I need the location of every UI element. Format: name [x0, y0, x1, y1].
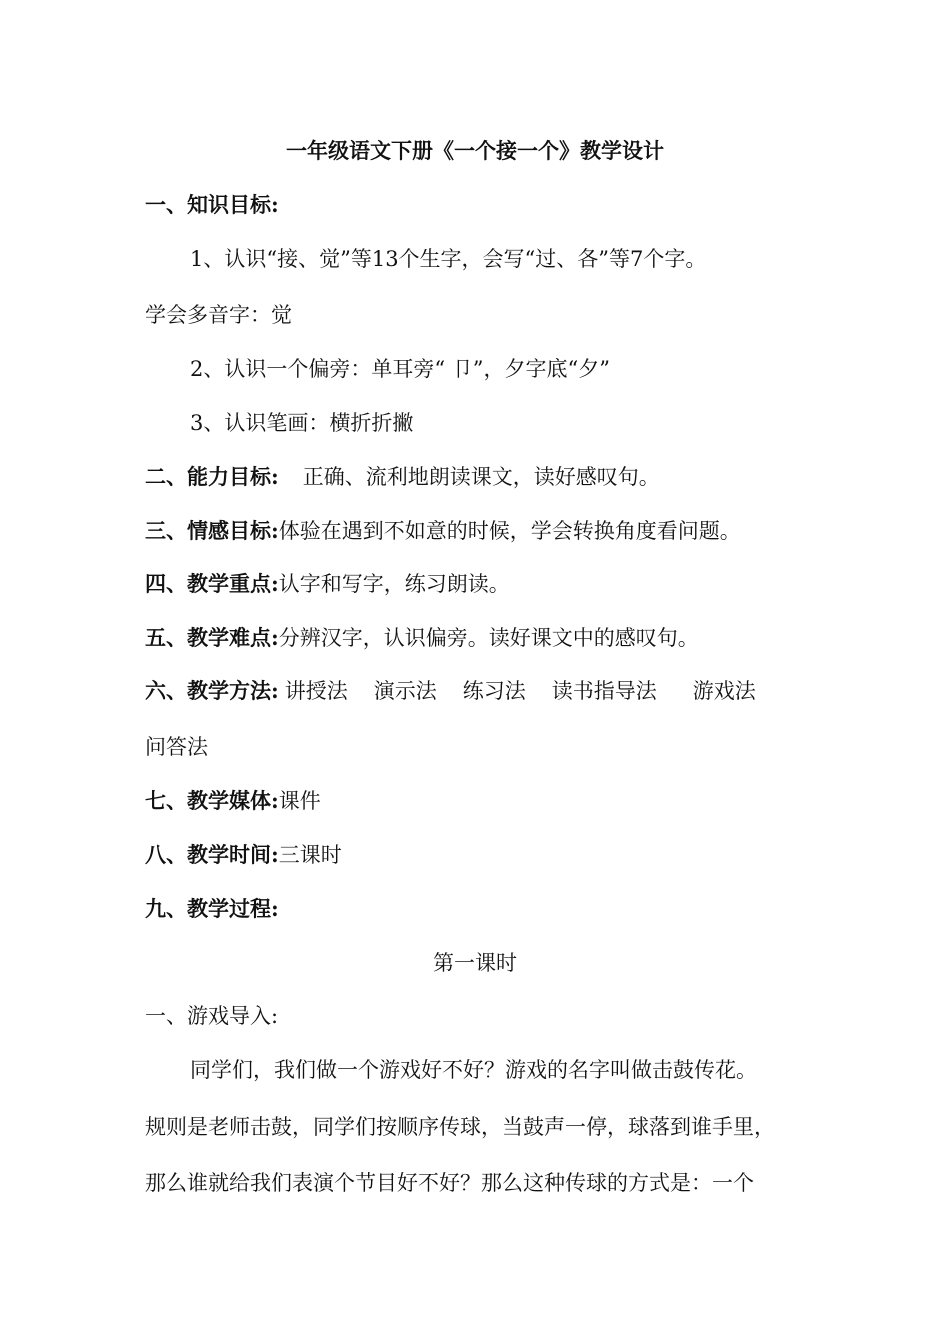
- method-item: 讲授法: [284, 679, 348, 703]
- methods-heading: 六、教学方法:: [145, 678, 279, 703]
- key-text: 认字和写字，练习朗读。: [278, 572, 510, 596]
- method-item: 练习法: [462, 679, 526, 703]
- media-line: [145, 787, 321, 815]
- lesson1-part1-heading: 一、游戏导入:: [145, 1004, 279, 1028]
- time-heading: 八、教学时间:: [145, 842, 279, 867]
- lesson1-paragraph-line-2: 规则是老师击鼓，同学们按顺序传球，当鼓声一停，球落到谁手里，: [145, 1115, 775, 1139]
- method-item: 演示法: [373, 679, 437, 703]
- lesson1-paragraph-line-3: 那么谁就给我们表演个节目好不好？那么这种传球的方式是：一个: [145, 1171, 754, 1195]
- method-item: 游戏法: [692, 679, 756, 703]
- process-heading: 九、教学过程:: [145, 896, 279, 921]
- difficulty-text: 分辨汉字，认识偏旁。读好课文中的感叹句。: [278, 626, 699, 650]
- emotion-line: [145, 517, 741, 545]
- knowledge-heading: 一、知识目标:: [145, 192, 279, 217]
- difficulty-heading: 五、教学难点:: [145, 625, 279, 650]
- emotion-heading: 三、情感目标:: [145, 518, 279, 543]
- knowledge-item-1: 1、认识“接、觉”等13个生字，会写“过、各”等7个字。: [190, 247, 707, 271]
- difficulty-line: [145, 624, 699, 652]
- methods-line: [145, 677, 756, 705]
- lesson1-title: 第一课时: [433, 951, 517, 975]
- method-item-wrap: 问答法: [145, 735, 208, 759]
- ability-text: 正确、流利地朗读课文，读好感叹句。: [302, 465, 660, 489]
- time-line: [145, 841, 342, 869]
- media-text: 课件: [278, 789, 321, 813]
- method-item: 读书指导法: [551, 679, 657, 703]
- knowledge-item-2: 2、认识一个偏旁：单耳旁“ 卩”，夕字底“夕”: [190, 357, 610, 381]
- knowledge-item-3: 3、认识笔画：横折折撇: [190, 411, 414, 435]
- lesson1-paragraph-line-1: 同学们，我们做一个游戏好不好？游戏的名字叫做击鼓传花。: [190, 1058, 757, 1082]
- emotion-text: 体验在遇到不如意的时候，学会转换角度看问题。: [278, 519, 741, 543]
- media-heading: 七、教学媒体:: [145, 788, 279, 813]
- time-text: 三课时: [278, 843, 342, 867]
- ability-line: [145, 463, 660, 491]
- ability-heading: 二、能力目标:: [145, 464, 279, 489]
- key-heading: 四、教学重点:: [145, 571, 279, 596]
- key-line: [145, 570, 510, 598]
- document-title: 一年级语文下册《一个接一个》教学设计: [286, 138, 664, 163]
- knowledge-item-1-cont: 学会多音字：觉: [145, 303, 292, 327]
